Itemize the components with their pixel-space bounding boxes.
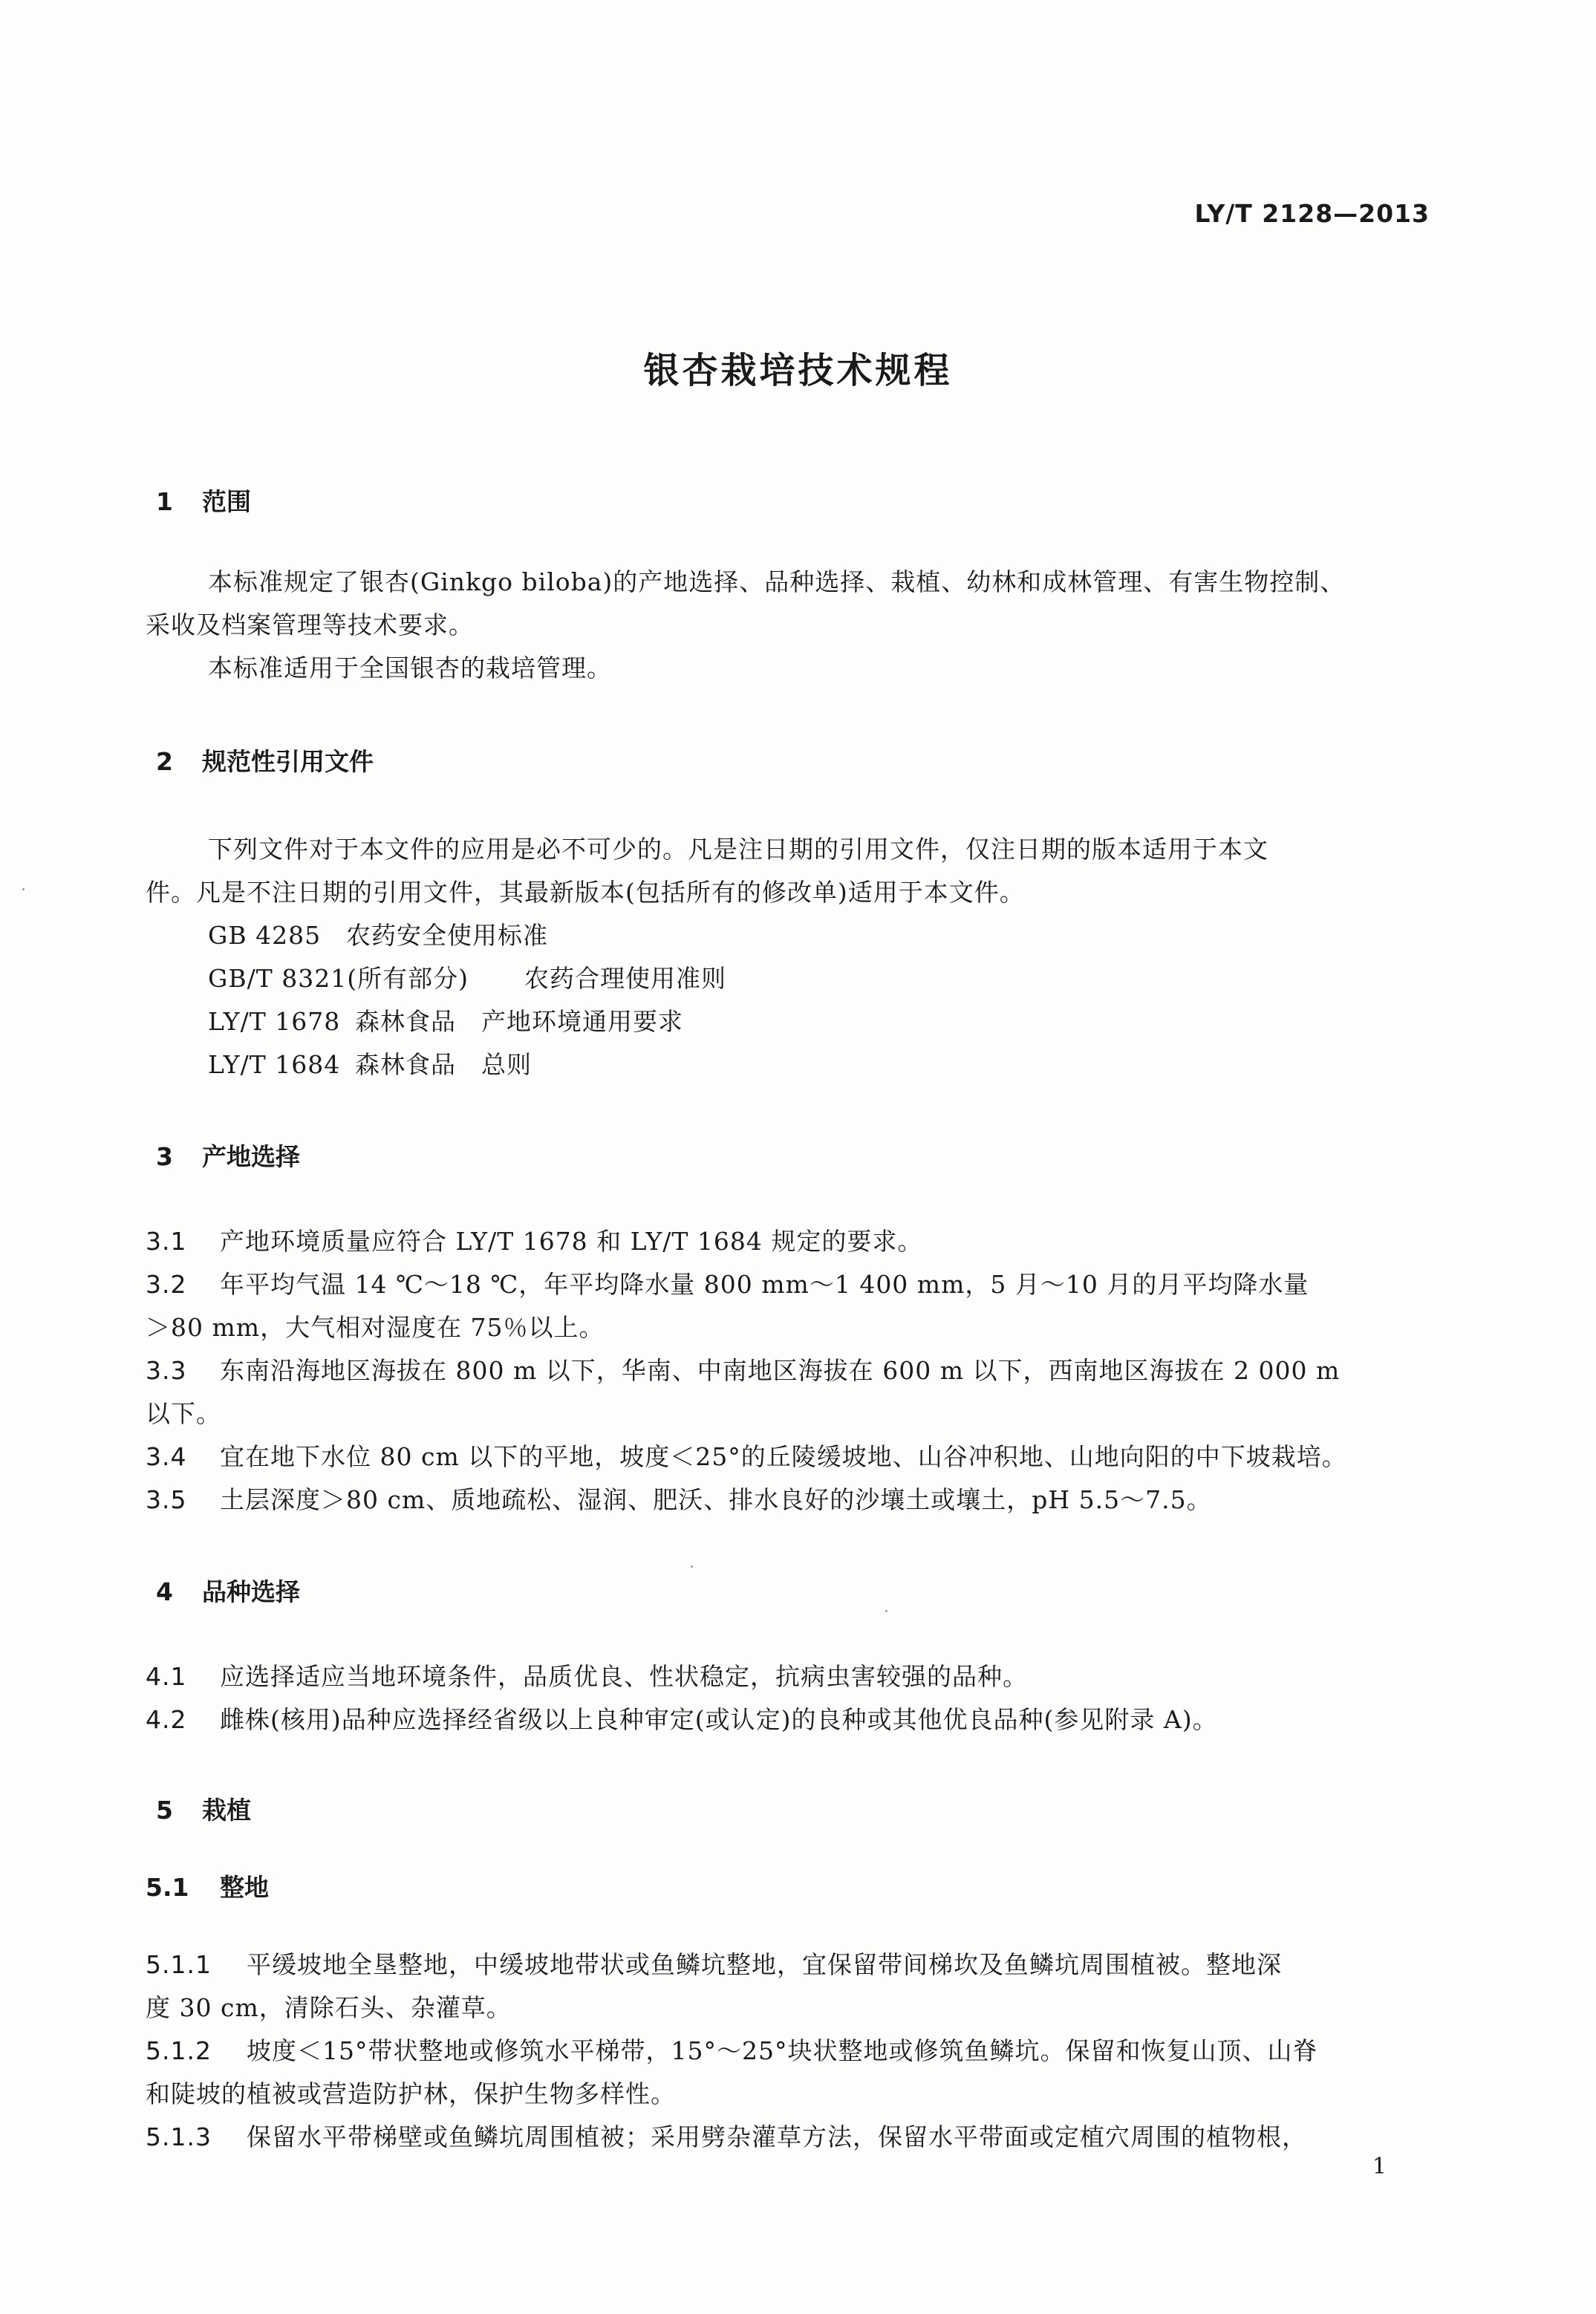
subsection-number: 5.1 <box>146 1873 189 1902</box>
clause-5-1-2 <box>146 2032 1317 2067</box>
clause-3-5 <box>146 1481 1212 1516</box>
clause-text: 宜在地下水位 80 cm 以下的平地，坡度＜25°的丘陵缓坡地、山谷冲积地、山地向阳的中下坡栽培。 <box>220 1442 1347 1471</box>
section-title: 产地选择 <box>202 1142 300 1171</box>
clause-number: 5.1.1 <box>146 1950 212 1979</box>
clause-continuation: 以下。 <box>146 1399 221 1428</box>
clause-4-2 <box>146 1701 1218 1736</box>
paragraph-line: 件。凡是不注日期的引用文件，其最新版本(包括所有的修改单)适用于本文件。 <box>146 878 1025 907</box>
section-3-heading <box>156 1138 300 1173</box>
clause-number: 4.2 <box>146 1705 187 1734</box>
subsection-5-1-heading <box>146 1868 269 1903</box>
clause-text: 产地环境质量应符合 LY/T 1678 和 LY/T 1684 规定的要求。 <box>220 1227 923 1256</box>
section-2-heading <box>156 743 374 778</box>
section-number: 3 <box>156 1142 173 1171</box>
clause-4-1 <box>146 1658 1028 1692</box>
subsection-title: 整地 <box>220 1873 269 1902</box>
clause-number: 5.1.3 <box>146 2122 212 2151</box>
clause-number: 3.5 <box>146 1485 187 1514</box>
section-number: 1 <box>156 487 173 516</box>
clause-text: 保留水平带梯壁或鱼鳞坑周围植被；采用劈杂灌草方法，保留水平带面或定植穴周围的植物根， <box>247 2122 1307 2151</box>
clause-3-2 <box>146 1265 1309 1300</box>
clause-3-3 <box>146 1352 1340 1386</box>
clause-3-1 <box>146 1222 922 1257</box>
clause-continuation: 度 30 cm，清除石头、杂灌草。 <box>146 1993 512 2022</box>
clause-5-1-3 <box>146 2118 1307 2153</box>
reference-code: LY/T 1678 <box>208 1007 341 1036</box>
section-number: 5 <box>156 1796 173 1825</box>
paragraph-line: 本标准规定了银杏(Ginkgo biloba)的产地选择、品种选择、栽植、幼林和成林管理、有害生物控制、 <box>208 567 1346 596</box>
section-title: 品种选择 <box>202 1577 300 1606</box>
reference-item <box>208 1046 532 1081</box>
reference-title: 农药安全使用标准 <box>346 921 548 950</box>
page-number: 1 <box>1372 2154 1387 2180</box>
section-number: 4 <box>156 1577 173 1606</box>
clause-text: 坡度＜15°带状整地或修筑水平梯带，15°～25°块状整地或修筑鱼鳞坑。保留和恢复山顶、山脊 <box>247 2036 1318 2065</box>
clause-continuation: ＞80 mm，大气相对湿度在 75％以上。 <box>146 1313 605 1342</box>
clause-text: 平缓坡地全垦整地，中缓坡地带状或鱼鳞坑整地，宜保留带间梯坎及鱼鳞坑周围植被。整地深 <box>247 1950 1282 1979</box>
clause-text: 应选择适应当地环境条件，品质优良、性状稳定，抗病虫害较强的品种。 <box>220 1662 1028 1691</box>
clause-number: 3.3 <box>146 1356 187 1385</box>
reference-code: LY/T 1684 <box>208 1050 341 1079</box>
paragraph-line: 下列文件对于本文件的应用是必不可少的。凡是注日期的引用文件，仅注日期的版本适用于本文 <box>208 835 1268 864</box>
clause-number: 3.4 <box>146 1442 187 1471</box>
paragraph-line: 本标准适用于全国银杏的栽培管理。 <box>208 654 612 682</box>
scan-speck <box>885 1610 887 1612</box>
clause-continuation: 和陡坡的植被或营造防护林，保护生物多样性。 <box>146 2079 676 2108</box>
section-title: 规范性引用文件 <box>202 747 374 776</box>
clause-number: 3.2 <box>146 1270 187 1299</box>
reference-item <box>208 959 726 994</box>
clause-text: 土层深度＞80 cm、质地疏松、湿润、肥沃、排水良好的沙壤土或壤土，pH 5.5～7.5。 <box>220 1485 1212 1514</box>
section-1-heading <box>156 483 251 518</box>
reference-item <box>208 1003 683 1037</box>
document-title: 银杏栽培技术规程 <box>643 350 953 391</box>
clause-number: 5.1.2 <box>146 2036 212 2065</box>
clause-5-1-1 <box>146 1946 1282 1981</box>
section-5-heading <box>156 1791 251 1826</box>
clause-text: 年平均气温 14 ℃～18 ℃，年平均降水量 800 mm～1 400 mm，5 月～10 月的月平均降水量 <box>220 1270 1309 1299</box>
scan-speck <box>22 888 25 890</box>
scan-speck <box>691 1565 693 1568</box>
section-title: 栽植 <box>202 1796 251 1825</box>
section-title: 范围 <box>202 487 251 516</box>
paragraph-line: 采收及档案管理等技术要求。 <box>146 610 474 639</box>
clause-text: 东南沿海地区海拔在 800 m 以下，华南、中南地区海拔在 600 m 以下，西南地区海拔在 2 000 m <box>220 1356 1341 1385</box>
section-number: 2 <box>156 747 173 776</box>
clause-text: 雌株(核用)品种应选择经省级以上良种审定(或认定)的良种或其他优良品种(参见附录 A)。 <box>220 1705 1218 1734</box>
section-4-heading <box>156 1573 300 1608</box>
clause-number: 4.1 <box>146 1662 187 1691</box>
clause-3-4 <box>146 1438 1347 1473</box>
reference-item <box>208 916 548 951</box>
reference-title: 森林食品 产地环境通用要求 <box>355 1007 683 1036</box>
reference-title: 农药合理使用准则 <box>524 964 726 993</box>
reference-code: GB 4285 <box>208 921 322 950</box>
clause-number: 3.1 <box>146 1227 187 1256</box>
standard-code: LY/T 2128—2013 <box>1194 199 1430 228</box>
reference-code: GB/T 8321(所有部分) <box>208 964 469 993</box>
reference-title: 森林食品 总则 <box>355 1050 532 1079</box>
